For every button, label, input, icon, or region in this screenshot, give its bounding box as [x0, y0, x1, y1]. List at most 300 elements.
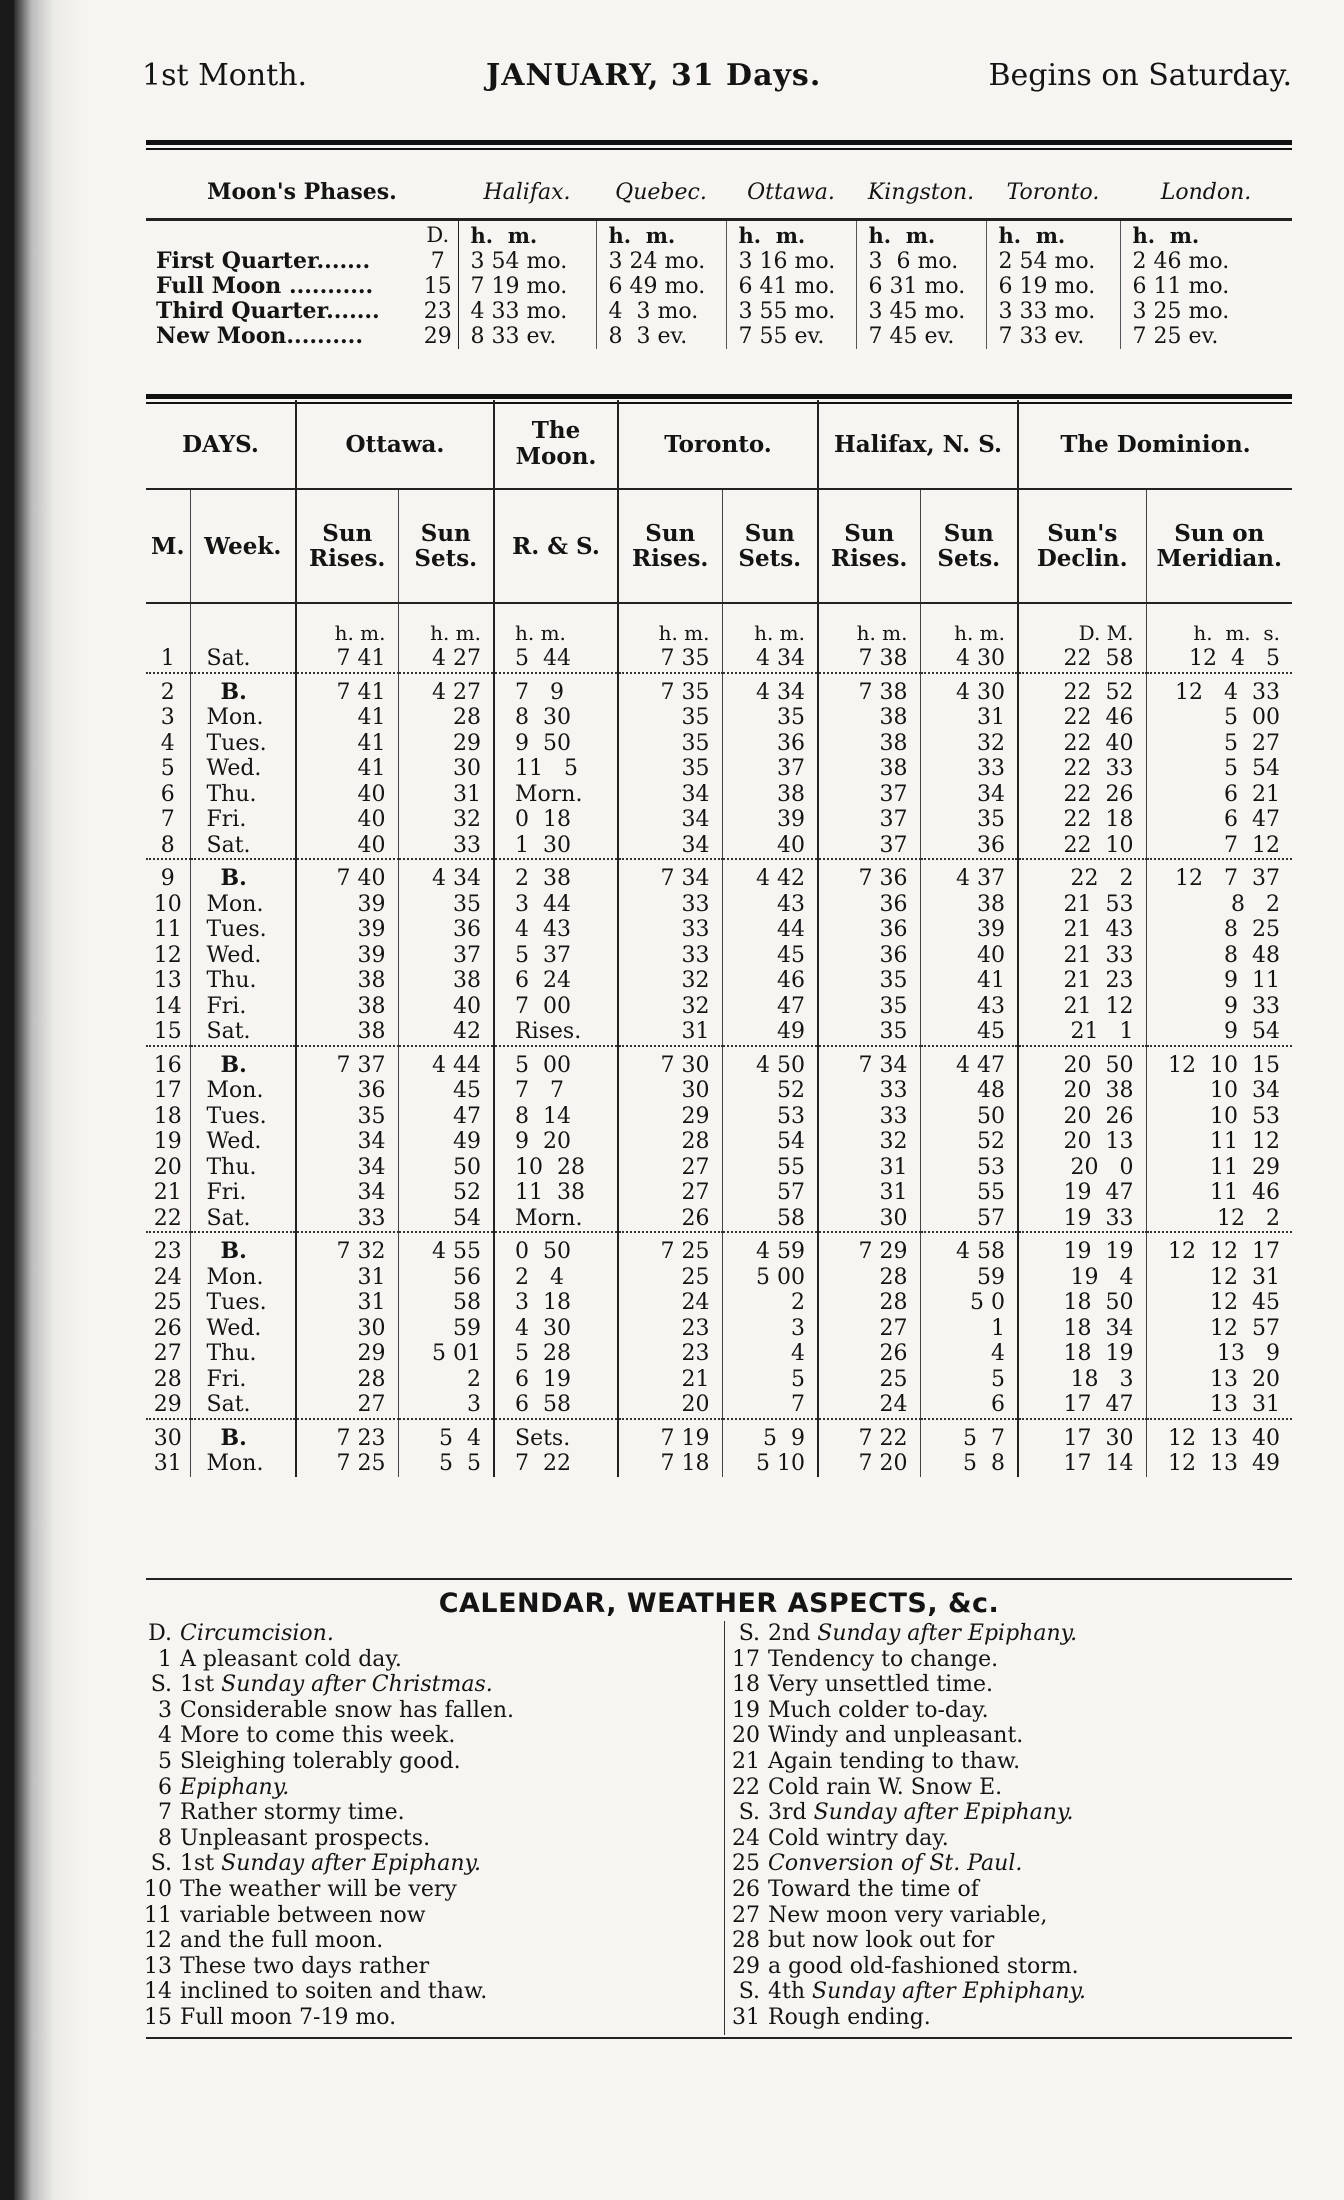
- double-rule-middle: [146, 394, 1292, 399]
- ottawa-sunset: 38: [398, 968, 494, 994]
- days-units-row: [146, 603, 1292, 646]
- calendar-entry-text: Conversion of St. Paul.: [768, 1851, 1023, 1877]
- ottawa-sunset: 2: [398, 1367, 494, 1393]
- halifax-sunrise: 28: [818, 1265, 920, 1291]
- sun-meridian: 11 29: [1146, 1155, 1292, 1181]
- toronto-sunset: 54: [722, 1129, 818, 1155]
- calendar-entry-text: a good old-fashioned storm.: [768, 1953, 1079, 1979]
- day-row: [146, 1316, 1292, 1342]
- moon-rise-set: 5 44: [494, 646, 618, 673]
- ottawa-sunset: 33: [398, 833, 494, 860]
- sun-meridian: 11 46: [1146, 1180, 1292, 1206]
- day-number: 27: [153, 1341, 182, 1366]
- calendar-entry-text: but now look out for: [768, 1928, 995, 1954]
- halifax-sunrise: 36: [818, 917, 920, 943]
- sun-declination: 19 4: [1018, 1265, 1146, 1291]
- sun-meridian: 5 00: [1146, 705, 1292, 731]
- halifax-sunrise: 33: [818, 1078, 920, 1104]
- calendar-entry-text: Sunday after Christmas.: [221, 1672, 493, 1698]
- calendar-entry: [138, 1979, 514, 2005]
- sun-declination: 22 33: [1018, 756, 1146, 782]
- calendar-entry-text: A pleasant cold day.: [180, 1646, 402, 1672]
- calendar-entry-text: Tendency to change.: [768, 1646, 999, 1672]
- col-header-ottawa-sunrise: Sun Rises.: [296, 489, 398, 603]
- halifax-sunset: 5 7: [920, 1419, 1018, 1452]
- phase-time: 6 11 mo.: [1120, 274, 1292, 299]
- col-header-sun-declination: Sun's Declin.: [1018, 489, 1146, 603]
- calendar-title: CALENDAR, WEATHER ASPECTS, &c.: [438, 1588, 1000, 1619]
- sun-declination: 21 1: [1018, 1019, 1146, 1046]
- calendar-entry-day: 21: [732, 1748, 760, 1774]
- calendar-entry: [138, 1621, 514, 1647]
- day-unit: D.: [418, 220, 458, 250]
- calendar-entry-text: Epiphany.: [180, 1774, 290, 1800]
- sun-declination: 21 12: [1018, 994, 1146, 1020]
- phase-time: 3 33 mo.: [986, 299, 1120, 324]
- ottawa-sunrise: 29: [296, 1341, 398, 1367]
- moon-rise-set: 10 28: [494, 1155, 618, 1181]
- calendar-right-column: [726, 1621, 1086, 2031]
- moon-rise-set: 7 22: [494, 1451, 618, 1477]
- calendar-entry: [726, 1647, 1086, 1673]
- col-header-ottawa-sunset: Sun Sets.: [398, 489, 494, 603]
- sun-meridian: 12 12 17: [1146, 1232, 1292, 1265]
- ottawa-sunset: 59: [398, 1316, 494, 1342]
- day-number: 13: [153, 968, 182, 993]
- toronto-sunset: 3: [722, 1316, 818, 1342]
- halifax-sunrise: 33: [818, 1104, 920, 1130]
- calendar-entry-ordinal: 3rd: [768, 1800, 814, 1826]
- sun-declination: 21 53: [1018, 892, 1146, 918]
- ottawa-sunset: 54: [398, 1206, 494, 1233]
- header-month-title: JANUARY, 31 Days.: [486, 58, 822, 93]
- time-unit: h. m.: [458, 220, 596, 250]
- calendar-entry-day: 1: [158, 1646, 172, 1672]
- toronto-sunrise: 24: [618, 1290, 722, 1316]
- header-begins-on: Begins on Saturday.: [988, 58, 1292, 93]
- day-row: [146, 673, 1292, 706]
- calendar-entry-text: More to come this week.: [180, 1723, 456, 1749]
- day-number: 26: [153, 1315, 182, 1341]
- halifax-sunrise: 7 29: [818, 1232, 920, 1265]
- toronto-sunset: 53: [722, 1104, 818, 1130]
- ottawa-sunrise: 7 41: [296, 646, 398, 673]
- halifax-sunset: 38: [920, 892, 1018, 918]
- city-header-quebec: Quebec.: [596, 166, 726, 220]
- ottawa-sunset: 45: [398, 1078, 494, 1104]
- toronto-sunset: 2: [722, 1290, 818, 1316]
- day-row: [146, 943, 1292, 969]
- toronto-sunset: 35: [722, 705, 818, 731]
- calendar-entry-text: Rough ending.: [768, 2004, 931, 2030]
- weekday: B.: [190, 673, 296, 706]
- moon-rise-set: Morn.: [494, 1206, 618, 1233]
- ottawa-sunrise: 41: [296, 756, 398, 782]
- ottawa-sunrise: 7 25: [296, 1451, 398, 1477]
- weekday: Fri.: [190, 994, 296, 1020]
- moon-rise-set: 5 37: [494, 943, 618, 969]
- day-row: [146, 1341, 1292, 1367]
- weekday: Tues.: [190, 1104, 296, 1130]
- moon-rise-set: 7 00: [494, 994, 618, 1020]
- ottawa-sunset: 28: [398, 705, 494, 731]
- toronto-sunset: 39: [722, 807, 818, 833]
- moon-rise-set: 11 38: [494, 1180, 618, 1206]
- calendar-entry-text: Unpleasant prospects.: [180, 1825, 431, 1851]
- ottawa-sunrise: 33: [296, 1206, 398, 1233]
- phase-name: New Moon..........: [156, 323, 363, 349]
- ottawa-sunset: 5 01: [398, 1341, 494, 1367]
- weekday: Mon.: [190, 1451, 296, 1477]
- col-header-weekday: Week.: [190, 489, 296, 603]
- sun-declination: 22 46: [1018, 705, 1146, 731]
- calendar-entry: [726, 1979, 1086, 2005]
- day-row: [146, 917, 1292, 943]
- city-header-halifax: Halifax.: [458, 166, 596, 220]
- sun-declination: 22 18: [1018, 807, 1146, 833]
- sun-meridian: 9 33: [1146, 994, 1292, 1020]
- halifax-sunrise: 25: [818, 1367, 920, 1393]
- halifax-sunset: 35: [920, 807, 1018, 833]
- moon-rise-set: 6 19: [494, 1367, 618, 1393]
- sun-declination: 18 50: [1018, 1290, 1146, 1316]
- day-number: 17: [153, 1078, 182, 1103]
- calendar-entry-text: Much colder to-day.: [768, 1697, 989, 1723]
- phase-name: Full Moon ...........: [156, 273, 374, 299]
- unit-hm: h. m.: [296, 603, 398, 646]
- halifax-sunset: 4 30: [920, 646, 1018, 673]
- halifax-sunset: 53: [920, 1155, 1018, 1181]
- halifax-sunrise: 37: [818, 782, 920, 808]
- sun-declination: 20 0: [1018, 1155, 1146, 1181]
- sun-declination: 21 43: [1018, 917, 1146, 943]
- toronto-sunrise: 34: [618, 807, 722, 833]
- ottawa-sunset: 4 34: [398, 859, 494, 892]
- day-number: 15: [153, 1019, 182, 1044]
- day-number: 12: [153, 942, 182, 968]
- moon-rise-set: 7 7: [494, 1078, 618, 1104]
- weekday: Sat.: [190, 1392, 296, 1419]
- calendar-entry: [726, 1826, 1086, 1852]
- toronto-sunrise: 32: [618, 994, 722, 1020]
- phase-time: 6 41 mo.: [726, 274, 856, 299]
- sun-declination: 19 19: [1018, 1232, 1146, 1265]
- halifax-sunrise: 35: [818, 994, 920, 1020]
- toronto-sunrise: 21: [618, 1367, 722, 1393]
- ottawa-sunrise: 39: [296, 943, 398, 969]
- calendar-top-rule: [146, 1578, 1292, 1580]
- sun-declination: 17 47: [1018, 1392, 1146, 1419]
- col-header-toronto-sunset: Sun Sets.: [722, 489, 818, 603]
- calendar-entry-day: 13: [144, 1953, 172, 1979]
- day-number: 22: [153, 1205, 182, 1231]
- day-row: [146, 1290, 1292, 1316]
- ottawa-sunset: 29: [398, 731, 494, 757]
- weekday: Sat.: [190, 646, 296, 673]
- weekday: Thu.: [190, 1341, 296, 1367]
- halifax-sunset: 43: [920, 994, 1018, 1020]
- days-body: [146, 603, 1292, 1477]
- moon-rise-set: 4 43: [494, 917, 618, 943]
- toronto-sunrise: 7 19: [618, 1419, 722, 1452]
- days-group-header-row: [146, 400, 1292, 489]
- toronto-sunrise: 28: [618, 1129, 722, 1155]
- sun-declination: 19 47: [1018, 1180, 1146, 1206]
- calendar-entry: [138, 1672, 514, 1698]
- halifax-sunset: 6: [920, 1392, 1018, 1419]
- day-row: [146, 782, 1292, 808]
- calendar-entry-ordinal: 1st: [180, 1672, 222, 1698]
- day-row: [146, 1104, 1292, 1130]
- weekday: Sat.: [190, 1019, 296, 1046]
- unit-hm: h. m.: [818, 603, 920, 646]
- calendar-entry: [726, 1621, 1086, 1647]
- calendar-entry-day: 26: [732, 1876, 760, 1902]
- weekday: B.: [190, 1419, 296, 1452]
- toronto-sunrise: 27: [618, 1180, 722, 1206]
- calendar-bottom-rule: [146, 2037, 1292, 2039]
- weekday: Wed.: [190, 1316, 296, 1342]
- header-month-number: 1st Month.: [142, 58, 308, 93]
- phase-time: 3 24 mo.: [596, 249, 726, 274]
- toronto-sunset: 52: [722, 1078, 818, 1104]
- halifax-sunrise: 35: [818, 1019, 920, 1046]
- toronto-sunset: 45: [722, 943, 818, 969]
- day-row: [146, 1232, 1292, 1265]
- sun-meridian: 13 31: [1146, 1392, 1292, 1419]
- toronto-sunset: 57: [722, 1180, 818, 1206]
- halifax-sunset: 55: [920, 1180, 1018, 1206]
- halifax-sunset: 1: [920, 1316, 1018, 1342]
- weekday: Fri.: [190, 807, 296, 833]
- phase-time: 7 19 mo.: [458, 274, 596, 299]
- halifax-sunset: 5 0: [920, 1290, 1018, 1316]
- sun-declination: 20 38: [1018, 1078, 1146, 1104]
- ottawa-sunrise: 31: [296, 1265, 398, 1291]
- toronto-sunset: 40: [722, 833, 818, 860]
- halifax-sunset: 34: [920, 782, 1018, 808]
- moon-rise-set: 3 18: [494, 1290, 618, 1316]
- calendar-entry-day: 17: [732, 1646, 760, 1672]
- calendar-entry-day: 11: [144, 1902, 172, 1928]
- calendar-entry: [138, 1723, 514, 1749]
- calendar-entry-day: 20: [732, 1723, 760, 1749]
- weekday: Wed.: [190, 1129, 296, 1155]
- unit-dm: D. M.: [1018, 603, 1146, 646]
- weekday: Mon.: [190, 892, 296, 918]
- moon-rise-set: 4 30: [494, 1316, 618, 1342]
- ottawa-sunset: 50: [398, 1155, 494, 1181]
- sun-meridian: 12 13 49: [1146, 1451, 1292, 1477]
- toronto-sunset: 44: [722, 917, 818, 943]
- day-number: 19: [153, 1129, 182, 1154]
- halifax-sunrise: 38: [818, 731, 920, 757]
- day-number: 11: [153, 917, 182, 942]
- moon-rise-set: 3 44: [494, 892, 618, 918]
- toronto-sunset: 4 50: [722, 1046, 818, 1079]
- calendar-entry: [138, 1851, 514, 1877]
- calendar-entry: [726, 1775, 1086, 1801]
- weekday: Fri.: [190, 1367, 296, 1393]
- ottawa-sunset: 42: [398, 1019, 494, 1046]
- toronto-sunrise: 7 25: [618, 1232, 722, 1265]
- toronto-sunrise: 35: [618, 731, 722, 757]
- halifax-sunset: 5: [920, 1367, 1018, 1393]
- calendar-entry: [138, 1954, 514, 1980]
- ottawa-sunrise: 7 23: [296, 1419, 398, 1452]
- toronto-sunrise: 29: [618, 1104, 722, 1130]
- day-row: [146, 807, 1292, 833]
- moon-rise-set: 0 18: [494, 807, 618, 833]
- toronto-sunset: 46: [722, 968, 818, 994]
- calendar-entry: [726, 1672, 1086, 1698]
- calendar-entry-text: variable between now: [180, 1902, 426, 1928]
- moon-rise-set: 5 00: [494, 1046, 618, 1079]
- weekday: Sat.: [190, 833, 296, 860]
- group-header-moon: The Moon.: [494, 400, 618, 489]
- ottawa-sunset: 4 44: [398, 1046, 494, 1079]
- phase-time: 7 45 ev.: [856, 324, 986, 349]
- moon-rise-set: 9 20: [494, 1129, 618, 1155]
- calendar-entry-text: Cold rain W. Snow E.: [768, 1774, 1003, 1800]
- moon-rise-set: Morn.: [494, 782, 618, 808]
- col-header-sun-meridian: Sun on Meridian.: [1146, 489, 1292, 603]
- phase-day: 7: [418, 249, 458, 274]
- halifax-sunrise: 38: [818, 705, 920, 731]
- halifax-sunrise: 37: [818, 833, 920, 860]
- city-header-toronto: Toronto.: [986, 166, 1120, 220]
- toronto-sunset: 4: [722, 1341, 818, 1367]
- sun-meridian: 12 10 15: [1146, 1046, 1292, 1079]
- calendar-entry-text: Cold wintry day.: [768, 1825, 949, 1851]
- moon-rise-set: 2 4: [494, 1265, 618, 1291]
- moon-phase-row: [146, 324, 1292, 349]
- phase-time: 4 33 mo.: [458, 299, 596, 324]
- sun-meridian: 5 27: [1146, 731, 1292, 757]
- unit-hm: h. m.: [494, 603, 618, 646]
- calendar-entry: [726, 1749, 1086, 1775]
- ottawa-sunset: 35: [398, 892, 494, 918]
- halifax-sunset: 48: [920, 1078, 1018, 1104]
- phase-time: 2 46 mo.: [1120, 249, 1292, 274]
- halifax-sunset: 5 8: [920, 1451, 1018, 1477]
- phase-time: 6 31 mo.: [856, 274, 986, 299]
- unit-hms: h. m. s.: [1146, 603, 1292, 646]
- calendar-entry-text: Very unsettled time.: [768, 1672, 994, 1698]
- ottawa-sunrise: 40: [296, 807, 398, 833]
- toronto-sunrise: 33: [618, 892, 722, 918]
- ottawa-sunrise: 34: [296, 1129, 398, 1155]
- toronto-sunrise: 27: [618, 1155, 722, 1181]
- moon-units-row: [146, 220, 1292, 250]
- weekday: Thu.: [190, 782, 296, 808]
- sun-meridian: 9 11: [1146, 968, 1292, 994]
- halifax-sunrise: 7 34: [818, 1046, 920, 1079]
- halifax-sunset: 33: [920, 756, 1018, 782]
- group-header-halifax: Halifax, N. S.: [818, 400, 1018, 489]
- sun-meridian: 6 21: [1146, 782, 1292, 808]
- ottawa-sunrise: 36: [296, 1078, 398, 1104]
- moon-phase-row: [146, 274, 1292, 299]
- halifax-sunrise: 24: [818, 1392, 920, 1419]
- toronto-sunrise: 30: [618, 1078, 722, 1104]
- sun-meridian: 12 31: [1146, 1265, 1292, 1291]
- calendar-entry-text: Windy and unpleasant.: [768, 1723, 1024, 1749]
- day-number: 24: [153, 1264, 182, 1290]
- calendar-entry-day: 6: [158, 1774, 172, 1800]
- ottawa-sunset: 36: [398, 917, 494, 943]
- halifax-sunrise: 38: [818, 756, 920, 782]
- col-header-halifax-sunrise: Sun Rises.: [818, 489, 920, 603]
- calendar-entry: [726, 1800, 1086, 1826]
- toronto-sunset: 4 34: [722, 646, 818, 673]
- day-row: [146, 705, 1292, 731]
- day-number: 9: [146, 859, 190, 892]
- calendar-entry-day: 22: [732, 1774, 760, 1800]
- calendar-entry: [726, 1928, 1086, 1954]
- toronto-sunset: 36: [722, 731, 818, 757]
- day-row: [146, 756, 1292, 782]
- toronto-sunrise: 31: [618, 1019, 722, 1046]
- calendar-entry-ordinal: 2nd: [768, 1621, 818, 1646]
- halifax-sunrise: 31: [818, 1155, 920, 1181]
- toronto-sunset: 55: [722, 1155, 818, 1181]
- calendar-entry: [138, 1826, 514, 1852]
- sun-meridian: 12 45: [1146, 1290, 1292, 1316]
- calendar-entry-day: D.: [148, 1621, 172, 1646]
- calendar-entry-text: Sleighing tolerably good.: [180, 1748, 461, 1774]
- weekday: Thu.: [190, 968, 296, 994]
- day-row: [146, 833, 1292, 860]
- halifax-sunset: 57: [920, 1206, 1018, 1233]
- weekday: Wed.: [190, 943, 296, 969]
- phase-time: 3 55 mo.: [726, 299, 856, 324]
- calendar-entry-text: Circumcision.: [180, 1621, 334, 1646]
- day-row: [146, 1367, 1292, 1393]
- almanac-page: [14, 0, 1344, 2200]
- day-row: [146, 646, 1292, 673]
- day-number: 21: [153, 1180, 182, 1205]
- day-number: 6: [160, 781, 175, 807]
- day-row: [146, 731, 1292, 757]
- group-header-ottawa: Ottawa.: [296, 400, 494, 489]
- halifax-sunset: 39: [920, 917, 1018, 943]
- halifax-sunset: 32: [920, 731, 1018, 757]
- halifax-sunset: 4 37: [920, 859, 1018, 892]
- phase-time: 3 6 mo.: [856, 249, 986, 274]
- toronto-sunrise: 33: [618, 917, 722, 943]
- phase-time: 3 25 mo.: [1120, 299, 1292, 324]
- sun-declination: 22 58: [1018, 646, 1146, 673]
- ottawa-sunset: 49: [398, 1129, 494, 1155]
- ottawa-sunrise: 41: [296, 731, 398, 757]
- sun-meridian: 12 13 40: [1146, 1419, 1292, 1452]
- sun-declination: 22 52: [1018, 673, 1146, 706]
- sun-declination: 20 50: [1018, 1046, 1146, 1079]
- sun-declination: 18 3: [1018, 1367, 1146, 1393]
- phase-time: 7 55 ev.: [726, 324, 856, 349]
- toronto-sunset: 5 00: [722, 1265, 818, 1291]
- phase-day: 29: [418, 324, 458, 349]
- ottawa-sunset: 30: [398, 756, 494, 782]
- toronto-sunrise: 7 30: [618, 1046, 722, 1079]
- ottawa-sunrise: 7 32: [296, 1232, 398, 1265]
- calendar-entry-day: 25: [732, 1851, 760, 1877]
- calendar-entry-day: 19: [732, 1697, 760, 1723]
- sun-meridian: 12 4 5: [1146, 646, 1292, 673]
- ottawa-sunset: 56: [398, 1265, 494, 1291]
- ottawa-sunrise: 27: [296, 1392, 398, 1419]
